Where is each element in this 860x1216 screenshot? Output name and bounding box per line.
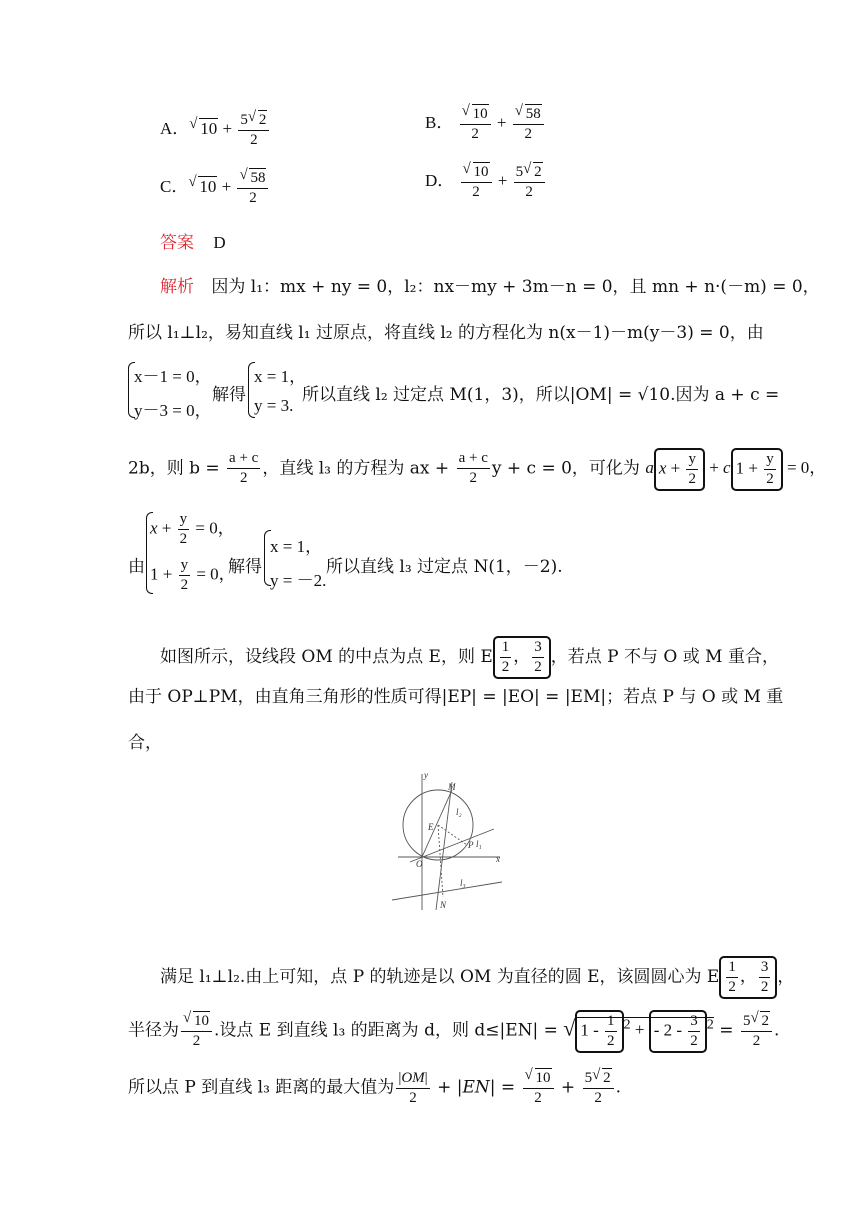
segment-ep xyxy=(438,825,467,845)
fig-label-l1: l₁ xyxy=(476,839,482,849)
answer-label: 答案 xyxy=(160,233,194,253)
analysis-line-1: 解析 因为 l₁：mx + ny = 0，l₂：nx－my + 3m－n = 0，且 mn + n·(－m) = 0， xyxy=(160,277,820,297)
option-d: D． √ $\frac{10}{2}$ + $\frac{5√ 2}{2}$ xyxy=(425,162,547,202)
analysis-line-3: 所以直线 l₂ 过定点 M(1，3)，所以|OM| = √10.因为 a + c = xyxy=(302,385,780,405)
para2-line-1: 如图所示，设线段 OM 的中点为点 E，则 E $\frac{1}{2}$ ， $\frac{3}{2}$ ，若点 P 不与 O 或 M 重合， xyxy=(160,636,779,679)
line-l3 xyxy=(392,882,502,900)
analysis-line-5: 所以直线 l₃ 过定点 N(1，－2). xyxy=(326,557,563,577)
fig-label-l3: l₃ xyxy=(460,878,466,888)
analysis-label: 解析 xyxy=(160,277,194,297)
geometry-figure xyxy=(390,770,510,916)
para3-line-2: 半径为 √ $\frac{10}{2}$ .设点 E 到直线 l₃ 的距离为 d，则 d≤|EN| = √ 1 - $\frac{1}{2}$ $^2$ + - 2 - $\frac{3}{2}$ $^2$ = $\frac{5√ 2}{2}$ . xyxy=(128,1010,779,1053)
option-b: B． √ $\frac{10}{2}$ + √ $\frac{58}{2}$ xyxy=(425,104,546,144)
option-a: A．√ 10 + $\frac{5√ 2}{2}$ xyxy=(160,110,271,150)
fig-label-p: P xyxy=(468,840,474,850)
answer-line xyxy=(160,228,226,253)
para2-line-3: 合， xyxy=(128,733,162,753)
fig-label-n: N xyxy=(440,900,447,910)
analysis-line-4: 2b，则 b = $\frac{a + c}{2}$ ，直线 l₃ 的方程为 ax + $\frac{a + c}{2}$ y + c = 0，可化为 a x + $\frac{y}{2}$ + c 1 + $\frac{y}{2}$ = 0， xyxy=(128,448,826,491)
fig-label-y: y xyxy=(424,770,428,780)
fig-label-e: E xyxy=(428,822,434,832)
para2-line-2: 由于 OP⊥PM，由直角三角形的性质可得|EP| = |EO| = |EM|；若点 P 与 O 或 M 重 xyxy=(128,687,784,707)
fig-label-x: x xyxy=(496,854,500,864)
fig-label-m: M xyxy=(448,782,456,792)
fig-label-l2: l₂ xyxy=(456,807,462,817)
para3-line-1: 满足 l₁⊥l₂.由上可知，点 P 的轨迹是以 OM 为直径的圆 E，该圆圆心为 E $\frac{1}{2}$ ， $\frac{3}{2}$ ， xyxy=(160,956,794,999)
fig-label-o: O xyxy=(416,859,423,869)
answer-value: D xyxy=(213,233,226,252)
analysis-line-2: 所以 l₁⊥l₂，易知直线 l₁ 过原点，将直线 l₂ 的方程化为 n(x－1)－m(y－3) = 0，由 xyxy=(128,323,764,343)
para3-line-3: 所以点 P 到直线 l₃ 距离的最大值为 $\frac{|OM|}{2}$ + |EN| = √ $\frac{10}{2}$ + $\frac{5√ 2}{2}$ . xyxy=(128,1068,621,1108)
option-c: C．√ 10 + √ $\frac{58}{2}$ xyxy=(160,168,270,208)
